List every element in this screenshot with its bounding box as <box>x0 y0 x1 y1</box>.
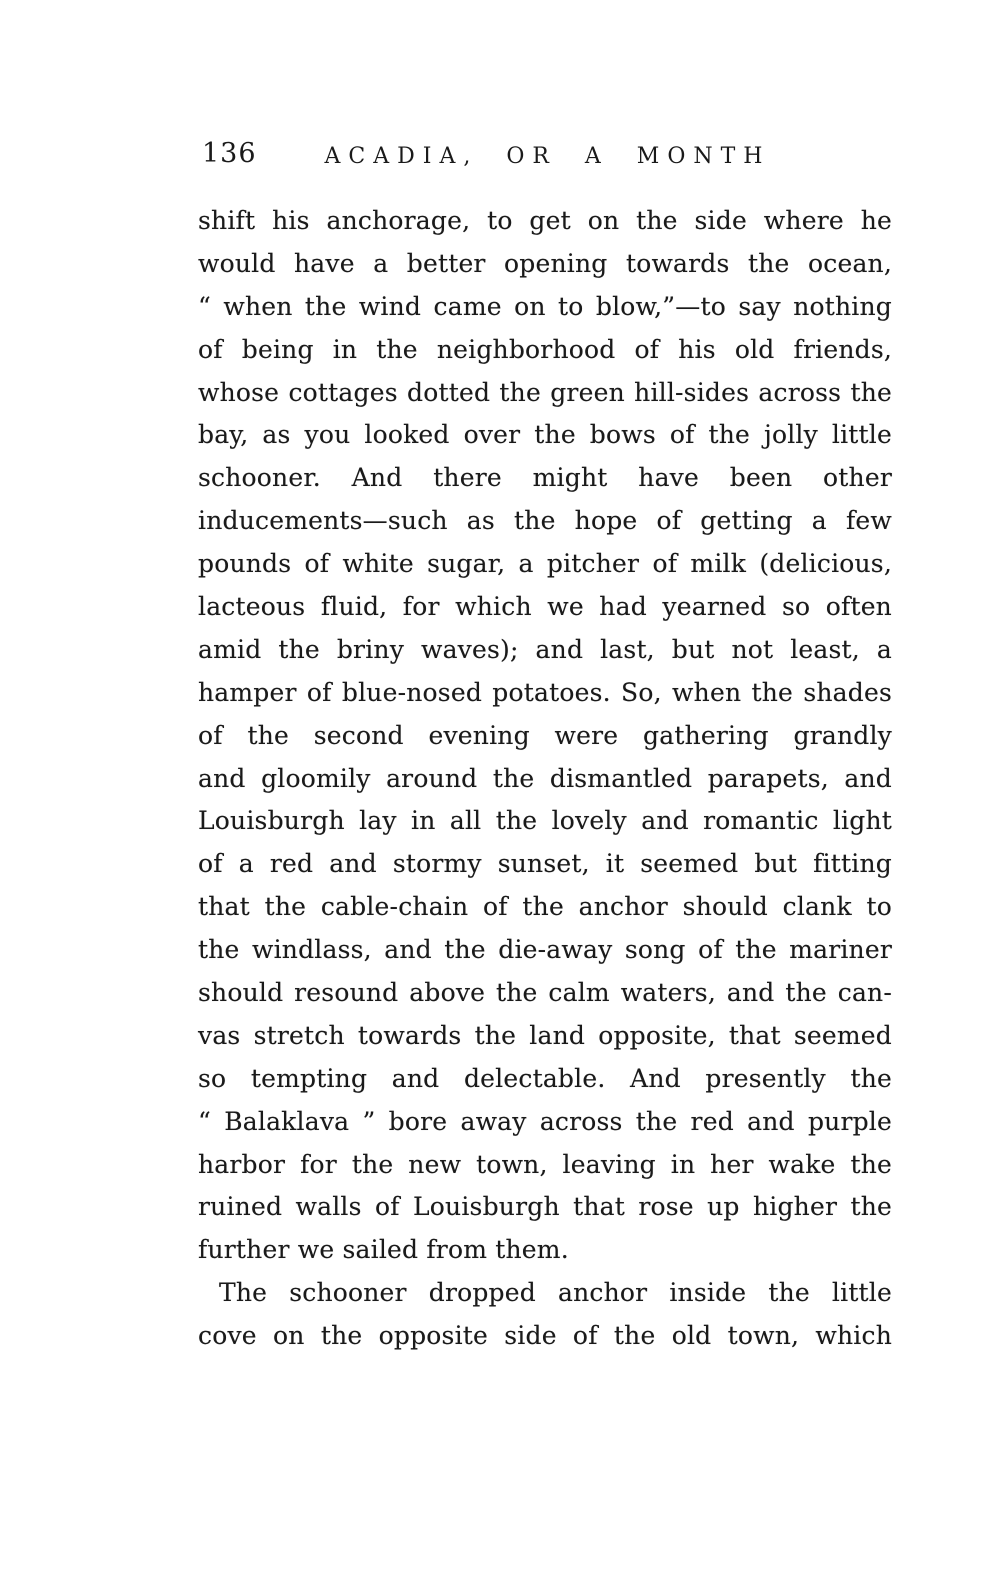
text-line: inducements—such as the hope of getting a few <box>198 506 892 536</box>
text-line: would have a better opening towards the ocean, <box>198 248 892 278</box>
text-line: vas stretch towards the land opposite, that seemed <box>198 1020 892 1050</box>
text-line: should resound above the calm waters, and the can- <box>198 978 892 1008</box>
text-line: “ Balaklava ” bore away across the red and purple <box>198 1106 892 1136</box>
text-line: Louisburgh lay in all the lovely and romantic light <box>198 806 892 836</box>
text-line: pounds of white sugar, a pitcher of milk (delicious, <box>198 549 892 579</box>
text-line: the windlass, and the die-away song of the mariner <box>198 935 892 965</box>
text-line: amid the briny waves); and last, but not least, a <box>198 634 892 664</box>
text-line: bay, as you looked over the bows of the jolly little <box>198 420 892 450</box>
text-line: ruined walls of Louisburgh that rose up higher the <box>198 1192 892 1222</box>
text-line: and gloomily around the dismantled parapets, and <box>198 763 892 793</box>
text-line: that the cable-chain of the anchor should clank to <box>198 892 892 922</box>
running-title: ACADIA, OR A MONTH <box>324 144 771 169</box>
text-line: of being in the neighborhood of his old friends, <box>198 334 892 364</box>
text-line: cove on the opposite side of the old town, which <box>198 1321 892 1351</box>
text-line: shift his anchorage, to get on the side where he <box>198 206 892 235</box>
text-line: further we sailed from them. <box>198 1235 569 1265</box>
text-line: of a red and stormy sunset, it seemed but fitting <box>198 849 892 879</box>
page-number: 136 <box>202 138 257 169</box>
page-body <box>198 200 892 1358</box>
text-line: schooner. And there might have been other <box>198 463 892 493</box>
text-line: hamper of blue-nosed potatoes. So, when the shades <box>198 677 892 707</box>
text-line: of the second evening were gathering grandly <box>198 720 892 750</box>
text-line: harbor for the new town, leaving in her wake the <box>198 1149 892 1179</box>
text-line: lacteous fluid, for which we had yearned so often <box>198 592 892 622</box>
text-line: so tempting and delectable. And presently the <box>198 1063 892 1093</box>
text-line: “ when the wind came on to blow,”—to say nothing <box>198 291 892 321</box>
text-line: The schooner dropped anchor inside the little <box>219 1278 892 1308</box>
text-line: whose cottages dotted the green hill-sides across the <box>198 377 892 407</box>
